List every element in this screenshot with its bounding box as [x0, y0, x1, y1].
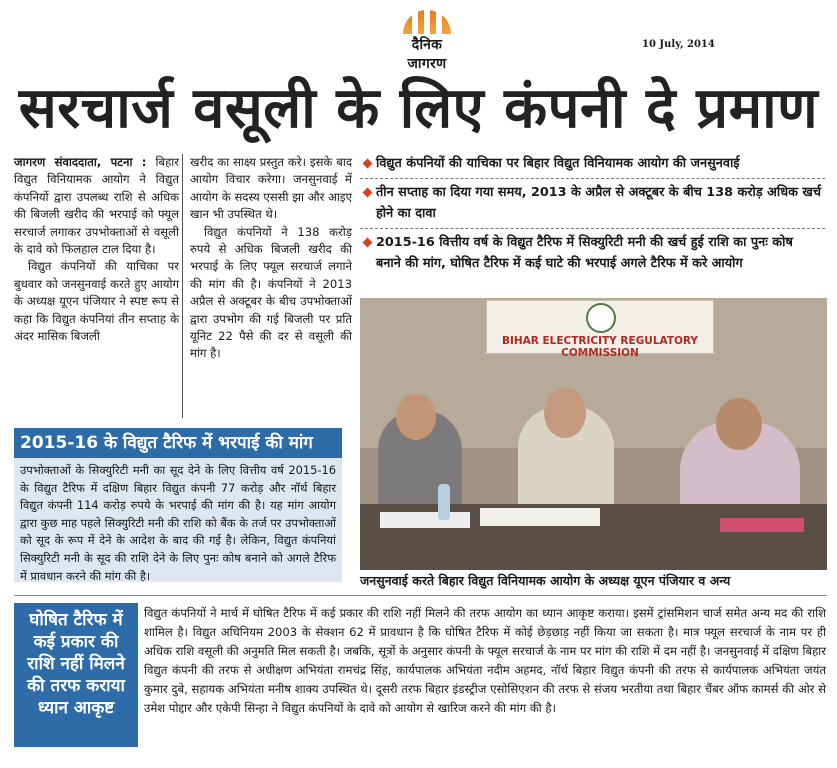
section-divider	[14, 595, 827, 596]
article-paragraph: विद्युत कंपनियों की याचिका पर बुधवार को जनसुनवाई करते हुए आयोग के अध्यक्ष यूएन पंजियार ने स्पष्ट रूप से कहा कि विद्युत कंपनियां तीन सप्ताह के अंदर मासिक बिजली	[14, 259, 179, 344]
water-bottle-icon	[438, 484, 450, 520]
info-box-body: उपभोक्ताओं के सिक्युरिटी मनी का सूद देने के लिए वित्तीय वर्ष 2015-16 के विद्युत टैरिफ में दक्षिण बिहार विद्युत कंपनी 77 करोड़ और नॉर्थ बिहार विद्युत कंपनी 114 करोड़ रुपये के भरपाई की मांग की है। यह मांग आयोग द्वारा कुछ माह पहले सिक्युरिटी मनी की राशि को बैंक के तर्ज पर उपभोक्ताओं को सूद के रूप में देने के आदेश के बाद की गई है। लेकिन, विद्युत कंपनियां सिक्युरिटी मनी के सूद की राशि देने के लिए पुनः कोष बनाने को अगले टैरिफ में प्रावधान करने की मांग की है।	[14, 458, 342, 582]
news-photo	[360, 298, 827, 570]
logo-text: दैनिक जागरण	[407, 37, 447, 72]
commission-banner	[486, 300, 714, 359]
bottom-heading: घोषित टैरिफ में कई प्रकार की राशि नहीं मिलने की तरफ कराया ध्यान आकृष्ट	[14, 603, 138, 747]
info-box-heading: 2015-16 के विद्युत टैरिफ में भरपाई की मांग	[14, 428, 342, 458]
photo-caption: जनसुनवाई करते बिहार विद्युत विनियामक आयोग के अध्यक्ष यूएन पंजियार व अन्य	[360, 573, 731, 588]
article-column-1	[14, 154, 179, 345]
highlight-item: 2015-16 वित्तीय वर्ष के विद्युत टैरिफ में सिक्युरिटी मनी की खर्च हुई राशि का पुनः कोष बनाने की मांग, घोषित टैरिफ में कई घाटे की भरपाई अगले टैरिफ में करे आयोग	[360, 229, 825, 278]
diamond-bullet-icon	[363, 159, 373, 169]
diamond-bullet-icon	[363, 188, 373, 198]
highlights-list	[360, 150, 825, 278]
article-lead: बिहार विद्युत विनियामक आयोग ने विद्युत कंपनियों द्वारा उपलब्ध राशि से अधिक की बिजली खरीद की भरपाई को फ्यूल सरचार्ज लगाकर उपभोक्ताओं से वसूली के दावे को फिलहाल टाल दिया है।	[14, 155, 179, 257]
banner-text: BIHAR ELECTRICITY REGULATORY COMMISSION	[501, 335, 699, 359]
highlight-item: तीन सप्ताह का दिया गया समय, 2013 के अप्रैल से अक्टूबर के बीच 138 करोड़ अधिक खर्च होने का दावा	[360, 179, 825, 229]
publication-date: 10 July, 2014	[642, 39, 715, 50]
article-column-2	[190, 154, 352, 363]
commission-emblem-icon	[586, 303, 616, 333]
highlight-item: विद्युत कंपनियों की याचिका पर बिहार विद्युत विनियामक आयोग की जनसुनवाई	[360, 150, 825, 179]
column-divider	[182, 154, 183, 418]
article-paragraph: विद्युत कंपनियों ने 138 करोड़ रुपये से अधिक बिजली खरीद की भरपाई के लिए फ्यूल सरचार्ज लगाने की मांग की है। कंपनियों ने 2013 अप्रैल से अक्टूबर के बीच उपभोक्ताओं द्वारा उपभोग की गई बिजली पर प्रति यूनिट 22 पैसे की दर से वसूली की मांग है।	[190, 224, 352, 361]
newspaper-logo	[392, 4, 462, 72]
bottom-body: विद्युत कंपनियों ने मार्च में घोषित टैरिफ में कई प्रकार की राशि नहीं मिलने की तरफ आयोग का ध्यान आकृष्ट कराया। इसमें ट्रांसमिशन चार्ज समेत अन्य मद की राशि शामिल है। विद्युत अधिनियम 2003 के सेक्शन 62 में प्रावधान है कि घोषित टैरिफ में कोई छेड़छाड़ नहीं किया जा सकता है। मात्र फ्यूल सरचार्ज के नाम पर ही अधिक राशि वसूली की अनुमति मिल सकती है। जबकि, सूत्रों के अनुसार कंपनी के फ्यूल सरचार्ज के नाम पर मांग की राशि में दम नहीं है। जनसुनवाई में दक्षिण बिहार विद्युत कंपनी की तरफ से अधीक्षण अभियंता रामचंद्र सिंह, कार्यपालक अभियंता नदीम अहमद, नॉर्थ बिहार विद्युत कंपनी की तरफ से कार्यपालक अभियंता जयंत कुमार दुबे, सहायक अभियंता मनीष शाक्य उपस्थित थे। दूसरी तरफ बिहार इंडस्ट्रीज एसोसिएशन की तरफ से संजय भरतीया तथा बिहार चैंबर ऑफ कामर्स की ओर से उमेश पोद्दार और एकेपी सिन्हा ने विद्युत कंपनियों के दावे को आयोग से खारिज करने की मांग की है।	[144, 606, 826, 715]
byline: जागरण संवाददाता, पटना :	[14, 155, 147, 169]
headline: सरचार्ज वसूली के लिए कंपनी दे प्रमाण	[18, 76, 819, 141]
diamond-bullet-icon	[363, 238, 373, 248]
article-paragraph: खरीद का साक्ष्य प्रस्तुत करे। इसके बाद आयोग विचार करेगा। जनसुनवाई में आयोग के सदस्य एससी झा और आइए खान भी उपस्थित थे।	[190, 155, 352, 222]
